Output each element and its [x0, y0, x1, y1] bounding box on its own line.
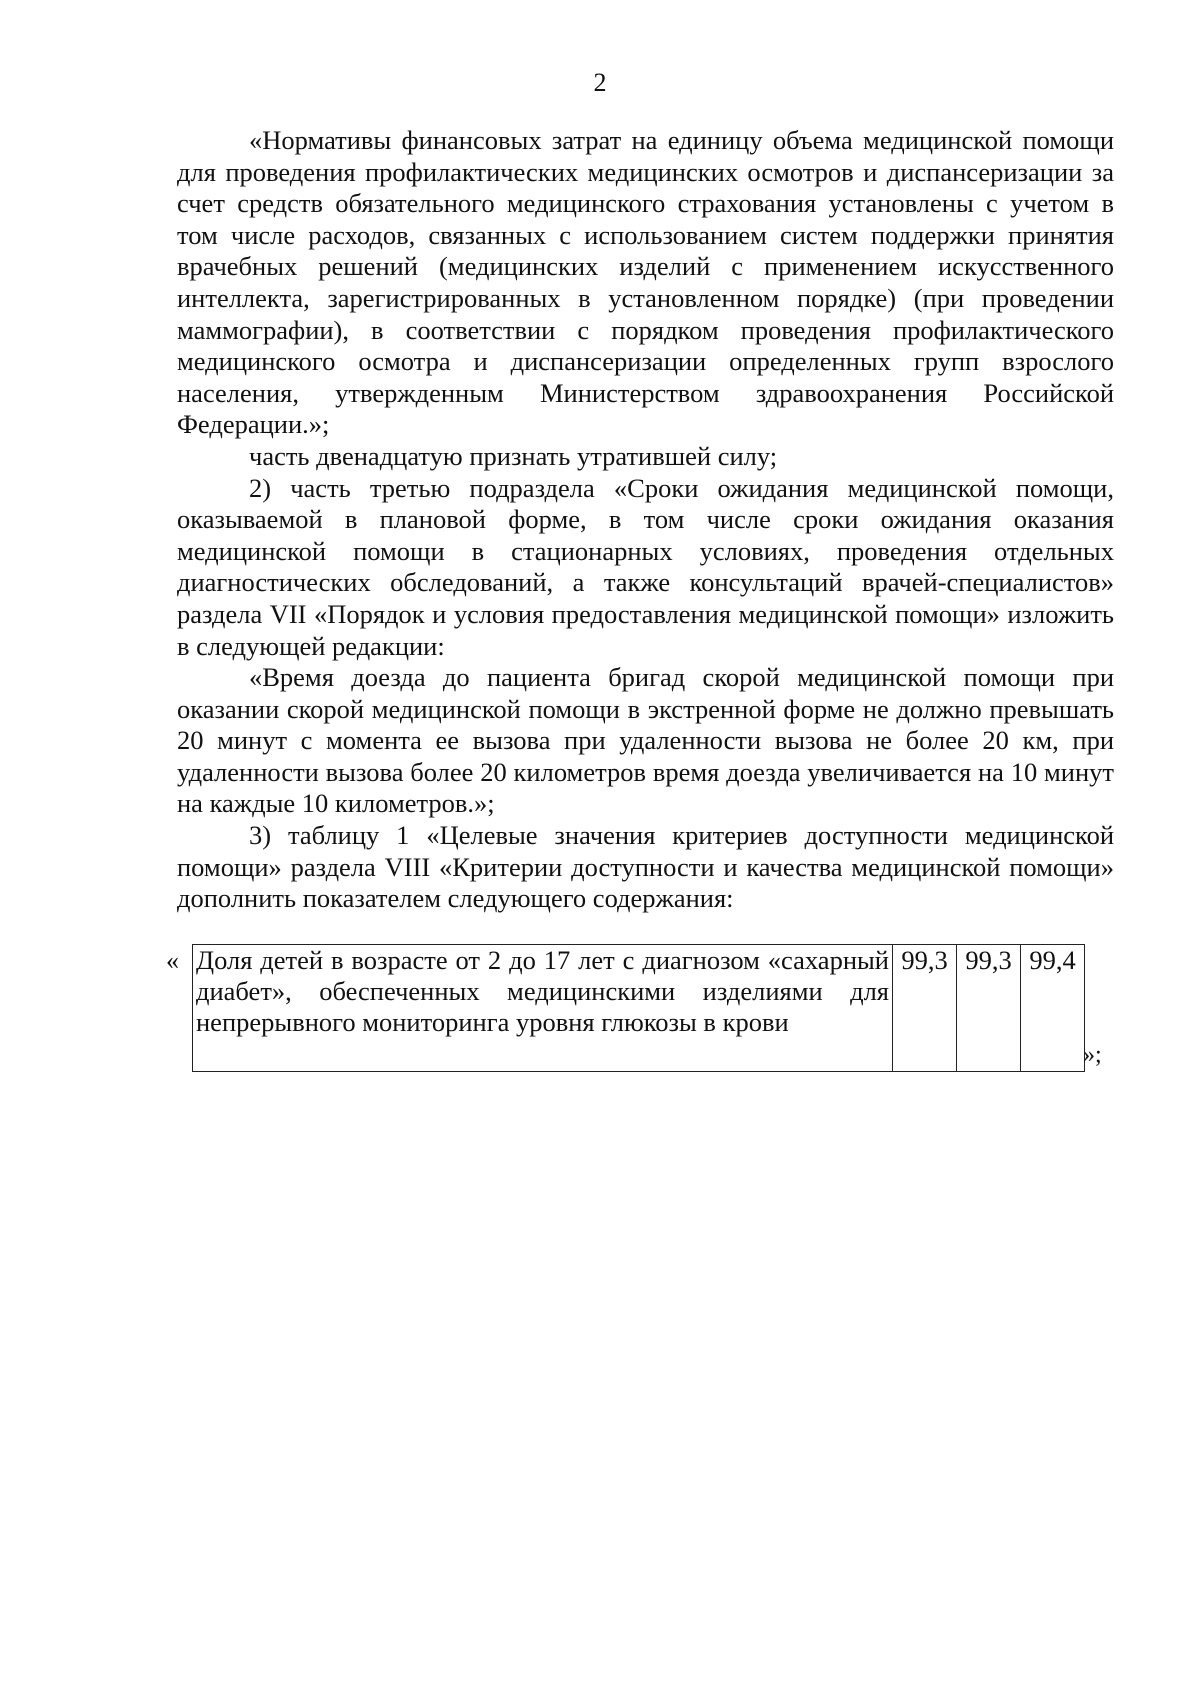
indicator-table [192, 944, 1085, 1072]
indicator-name-cell: Доля детей в возрасте от 2 до 17 лет с диагнозом «сахарный диабет», обеспеченных медицинскими изделиями для непрерывного мониторинга уровня глюкозы в крови [193, 945, 893, 1072]
indicator-value-cell: 99,4 [1021, 945, 1085, 1072]
paragraph-part-twelve: часть двенадцатую признать утратившей силу; [249, 440, 778, 471]
indicator-value-cell: 99,3 [893, 945, 957, 1072]
paragraph-table-one: 3) таблицу 1 «Целевые значения критериев доступности медицинской помощи» раздела VIII «Критерии доступности и качества медицинской помощи» дополнить показателем следующего содержания: [177, 820, 1114, 914]
body-text [177, 125, 1114, 915]
indicator-value-cell: 99,3 [957, 945, 1021, 1072]
paragraph-waiting-times: 2) часть третью подраздела «Сроки ожидания медицинской помощи, оказываемой в плановой форме, в том числе сроки ожидания оказания медицинской помощи в стационарных условиях, проведения отдельных диагностических обследований, а также консультаций врачей-специалистов» раздела VII «Порядок и условия предоставления медицинской помощи» изложить в следующей редакции: [177, 472, 1114, 661]
paragraph-standards: «Нормативы финансовых затрат на единицу объема медицинской помощи для проведения профилактических медицинских осмотров и диспансеризации за счет средств обязательного медицинского страхования установлены с учетом в том числе расходов, связанных с использованием систем поддержки принятия врачебных решений (медицинских изделий с применением искусственного интеллекта, зарегистрированных в установленном порядке) (при проведении маммографии), в соответствии с порядком проведения профилактического медицинского осмотра и диспансеризации определенных групп взрослого населения, утвержденным Министерством здравоохранения Российской Федерации.»; [177, 125, 1114, 440]
page-number: 2 [593, 68, 607, 97]
table-row [193, 945, 1085, 1072]
close-quote: »; [1083, 1042, 1102, 1068]
open-quote: « [166, 946, 179, 975]
paragraph-ambulance-time: «Время доезда до пациента бригад скорой медицинской помощи при оказании скорой медицинской помощи в экстренной форме не должно превышать 20 минут с момента ее вызова при удаленности вызова не более 20 км, при удаленности вызова более 20 километров время доезда увеличивается на 10 минут на каждые 10 километров.»; [177, 662, 1114, 819]
